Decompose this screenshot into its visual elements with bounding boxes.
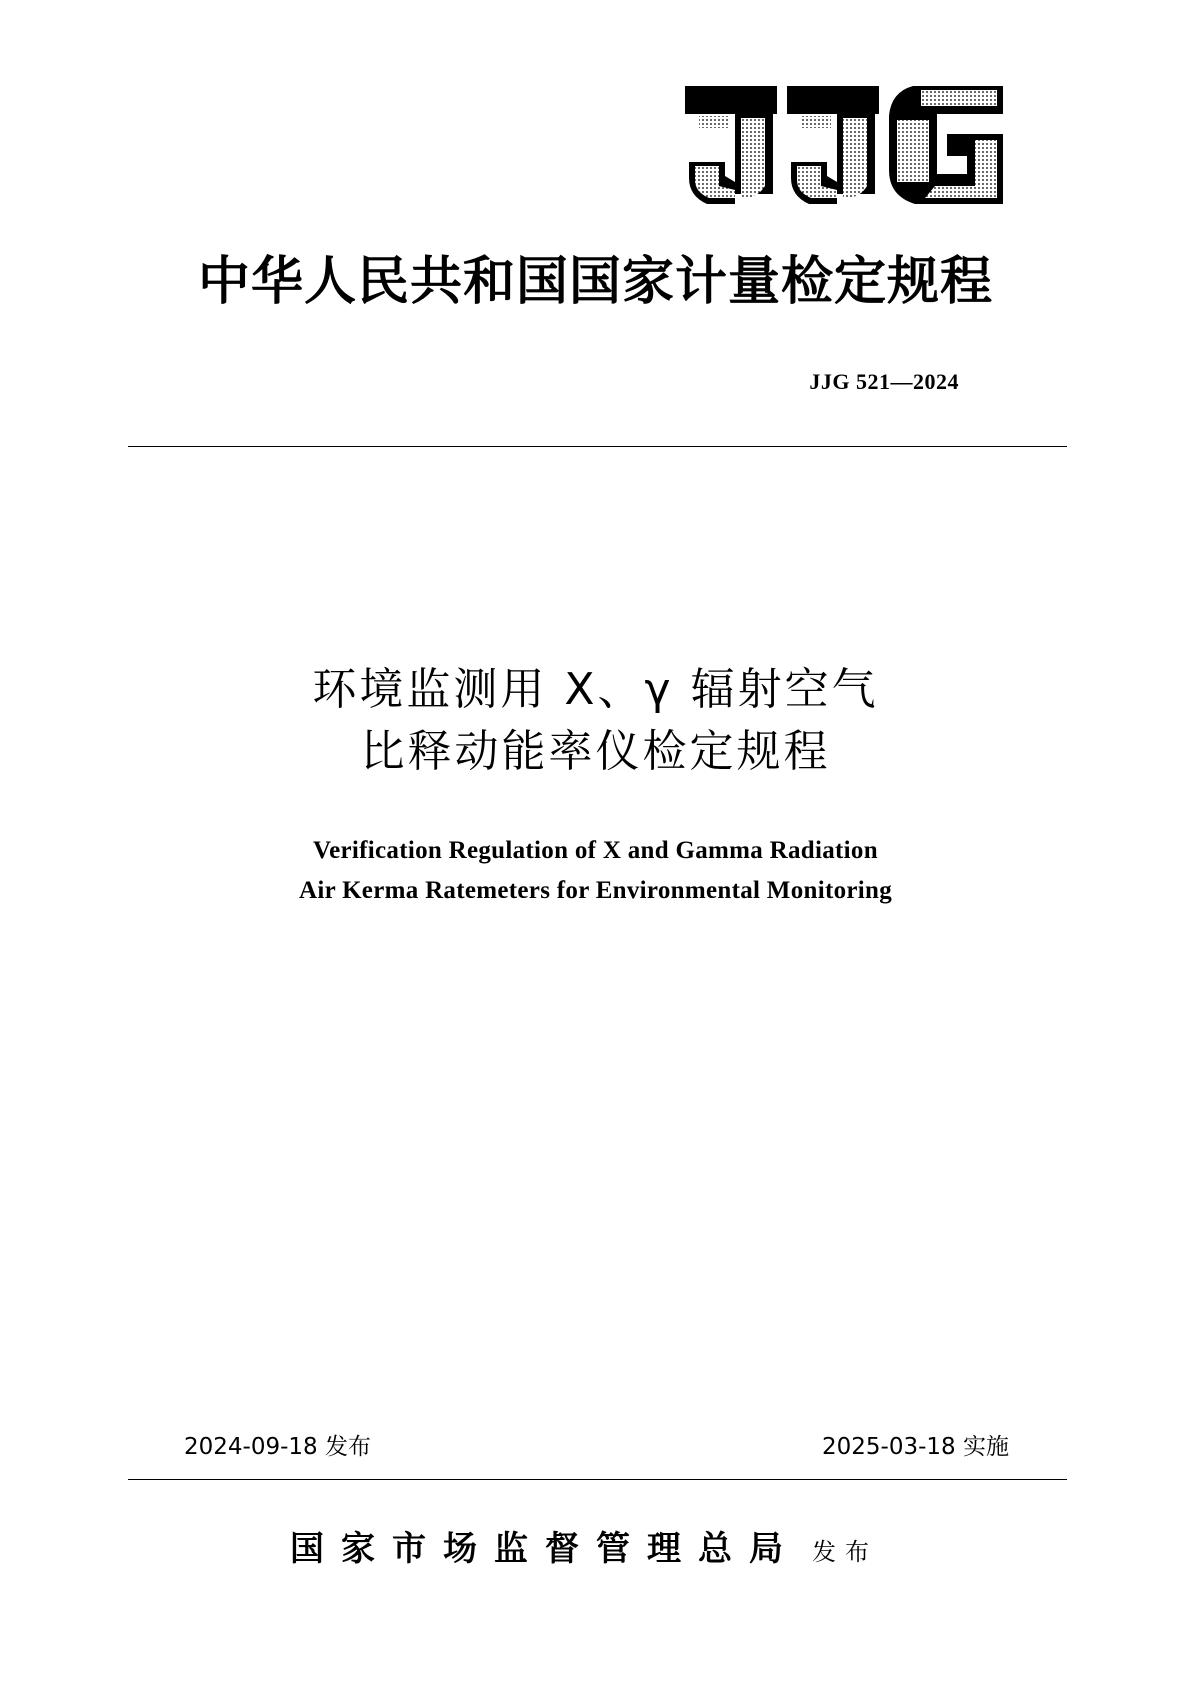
publisher-suffix: 发布	[812, 1538, 878, 1566]
logo-letter-j1	[685, 86, 777, 204]
cn-title-line-2: 比释动能率仪检定规程	[360, 726, 831, 777]
standard-number: JJG 521—2024	[809, 369, 959, 394]
publisher-name: 国家市场监督管理总局	[290, 1529, 800, 1569]
en-title-line-1: Verification Regulation of X and Gamma Radiation	[313, 837, 878, 864]
bottom-divider	[128, 1479, 1067, 1480]
implementation-date: 2025-03-18 实施	[822, 1434, 1009, 1460]
logo-letter-j2	[787, 86, 879, 204]
issuing-authority-title: 中华人民共和国国家计量检定规程	[197, 251, 993, 312]
jjg-logo	[685, 86, 1003, 210]
top-divider	[128, 446, 1067, 447]
en-title-line-2: Air Kerma Ratemeters for Environmental Monitoring	[298, 877, 893, 904]
issue-date: 2024-09-18 发布	[184, 1434, 371, 1460]
logo-letter-g	[889, 86, 1003, 204]
publisher	[290, 1529, 878, 1569]
cn-title-line-1: 环境监测用 X、γ 辐射空气	[312, 664, 879, 715]
